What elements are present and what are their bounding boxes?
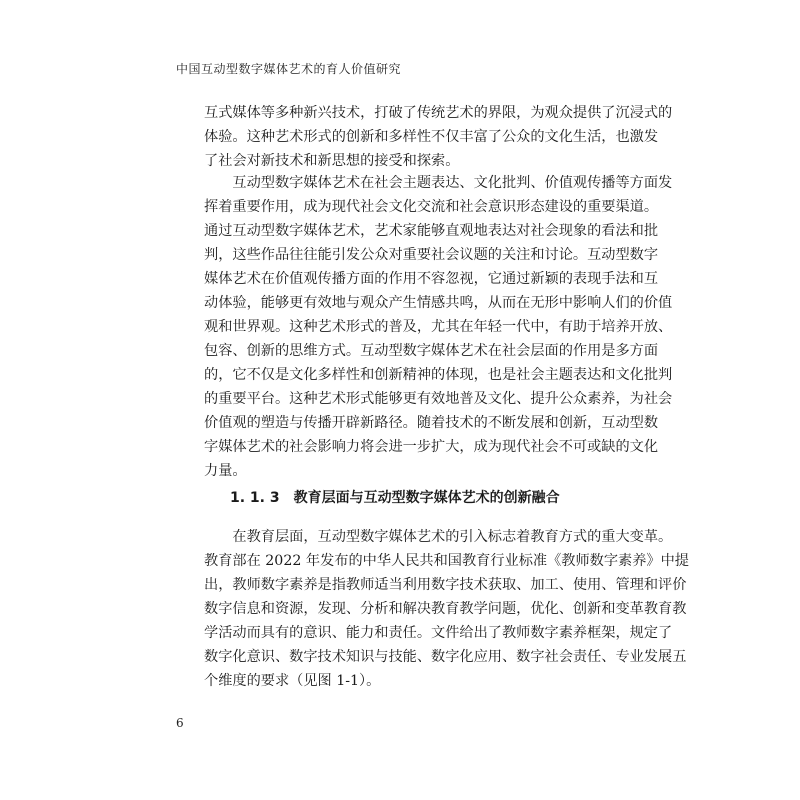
text-line: 的，它不仅是文化多样性和创新精神的体现，也是社会主题表达和文化批判: [204, 367, 673, 383]
text-line: 数字信息和资源，发现、分析和解决教育教学问题，优化、创新和变革教育教: [204, 601, 687, 617]
text-line: 的重要平台。这种艺术形式能够更有效地普及文化、提升公众素养，为社会: [204, 391, 673, 407]
text-line: 力量。: [204, 463, 247, 479]
text-line: 包容、创新的思维方式。互动型数字媒体艺术在社会层面的作用是多方面: [204, 343, 659, 359]
page-number: 6: [176, 716, 184, 730]
text-line: 判，这些作品往往能引发公众对重要社会议题的关注和讨论。互动型数字: [204, 247, 659, 263]
text-line: 数字化意识、数字技术知识与技能、数字化应用、数字社会责任、专业发展五: [204, 649, 687, 665]
section-title: 教育层面与互动型数字媒体艺术的创新融合: [293, 490, 560, 506]
text-line: 媒体艺术在价值观传播方面的作用不容忽视，它通过新颖的表现手法和互: [204, 271, 659, 287]
text-line: 价值观的塑造与传播开辟新路径。随着技术的不断发展和创新，互动型数: [204, 415, 659, 431]
text-line: 通过互动型数字媒体艺术，艺术家能够直观地表达对社会现象的看法和批: [204, 223, 659, 239]
running-head: 中国互动型数字媒体艺术的育人价值研究: [176, 62, 402, 76]
text-line: 教育部在 2022 年发布的中华人民共和国教育行业标准《教师数字素养》中提: [204, 553, 689, 569]
text-line: 在教育层面，互动型数字媒体艺术的引入标志着教育方式的重大变革。: [204, 529, 673, 545]
text-line: 字媒体艺术的社会影响力将会进一步扩大，成为现代社会不可或缺的文化: [204, 439, 659, 455]
text-line: 互式媒体等多种新兴技术，打破了传统艺术的界限，为观众提供了沉浸式的: [204, 105, 673, 121]
text-line: 动体验，能够更有效地与观众产生情感共鸣，从而在无形中影响人们的价值: [204, 295, 673, 311]
text-line: 挥着重要作用，成为现代社会文化交流和社会意识形态建设的重要渠道。: [204, 199, 659, 215]
text-line: 学活动而具有的意识、能力和责任。文件给出了教师数字素养框架，规定了: [204, 625, 673, 641]
text-line: 出，教师数字素养是指教师适当利用数字技术获取、加工、使用、管理和评价: [204, 577, 687, 593]
text-line: 个维度的要求（见图 1-1）。: [204, 673, 381, 689]
section-number: 1. 1. 3: [230, 490, 280, 506]
section-heading: [230, 487, 560, 507]
text-line: 互动型数字媒体艺术在社会主题表达、文化批判、价值观传播等方面发: [204, 175, 673, 191]
text-line: 体验。这种艺术形式的创新和多样性不仅丰富了公众的文化生活，也激发: [204, 129, 659, 145]
text-line: 观和世界观。这种艺术形式的普及，尤其在年轻一代中，有助于培养开放、: [204, 319, 673, 335]
text-line: 了社会对新技术和新思想的接受和探索。: [204, 153, 460, 169]
